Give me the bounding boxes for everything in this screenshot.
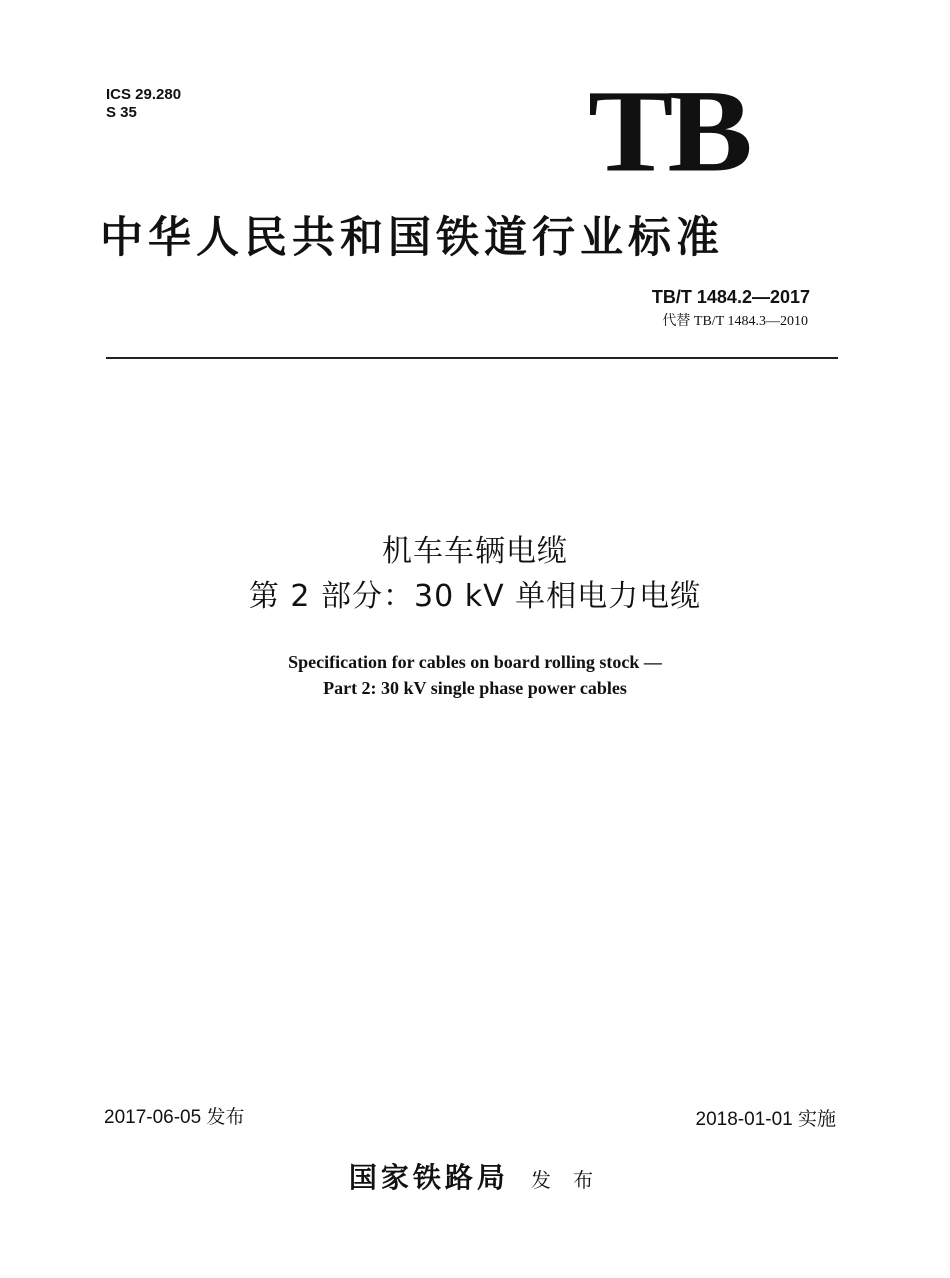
title-cn-line1: 机车车辆电缆 [382, 534, 568, 569]
publisher-line [0, 1156, 950, 1196]
replaces-standard: 代替 TB/T 1484.3—2010 [662, 314, 808, 329]
title-en-line1: Specification for cables on board rolling stock — [288, 652, 662, 672]
title-en-line2: Part 2: 30 kV single phase power cables [323, 678, 627, 698]
header-divider [106, 357, 838, 359]
publisher-org: 国家铁路局 [348, 1161, 509, 1194]
standard-category-title: 中华人民共和国铁道行业标准 [100, 213, 724, 263]
classification-codes [106, 86, 181, 122]
title-cn-line2: 第 2 部分：30 kV 单相电力电缆 [248, 579, 702, 614]
issue-date: 2017-06-05 发布 [104, 1107, 245, 1128]
publisher-action: 发 布 [530, 1168, 602, 1192]
ccs-code: S 35 [106, 104, 137, 121]
tb-logo: TB [588, 65, 747, 197]
ics-code: ICS 29.280 [106, 86, 182, 103]
standard-number: TB/T 1484.2—2017 [651, 287, 810, 307]
implementation-date: 2018-01-01 实施 [695, 1109, 836, 1130]
